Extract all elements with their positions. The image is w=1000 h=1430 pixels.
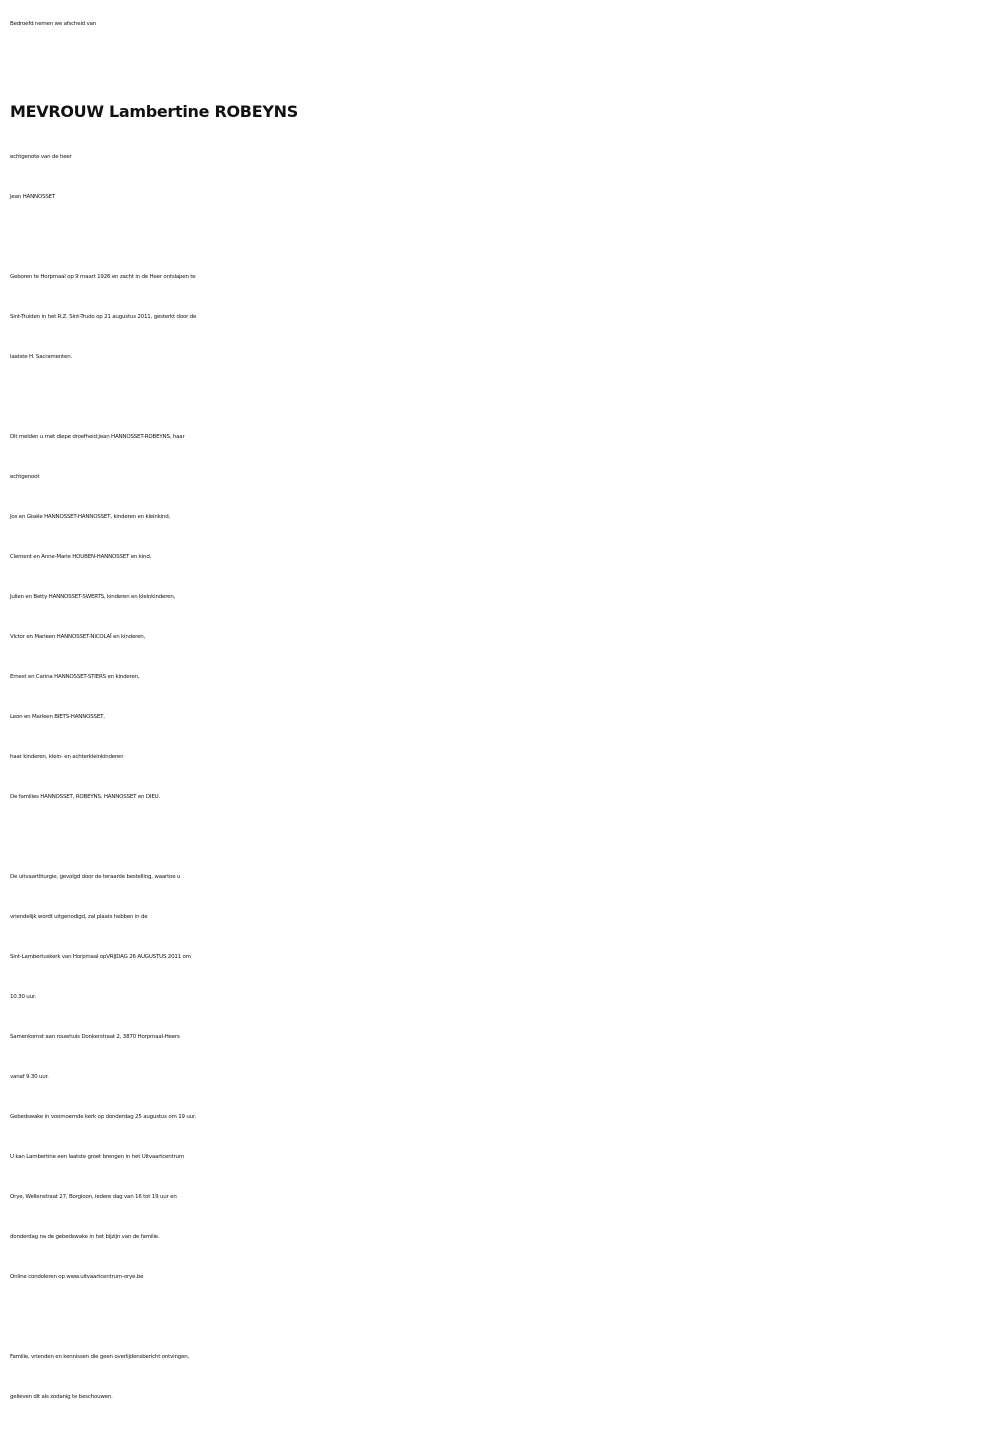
closing-paragraph: [10, 1337, 995, 1417]
deceased-name: MEVROUW Lambertine ROBEYNS: [10, 102, 298, 121]
mourner-line: Ernest en Carina HANNOSSET-STIERS en kinderen,: [10, 674, 140, 680]
mourner-line: Dit melden u met diepe droefheid:Jean HANNOSSET-ROBEYNS, haar: [10, 434, 185, 440]
condolence-website-line: Online condoleren op www.uitvaartcentrum-orye.be: [10, 1274, 144, 1280]
mourner-line: haar kinderen, klein- en achterkleinkinderen: [10, 754, 124, 760]
spacer: [10, 377, 995, 417]
funeral-line: Sint-Lambertuskerk van Horpmaal opVRIJDAG 26 AUGUSTUS 2011 om: [10, 954, 191, 960]
spacer: [10, 817, 995, 857]
birth-death-paragraph: [10, 257, 995, 377]
intro-line: Bedroefd nemen we afscheid van: [10, 21, 97, 27]
mourner-line: Clement en Anne-Marie HOUBEN-HANNOSSET en kind,: [10, 554, 152, 560]
funeral-line: donderdag na de gebedswake in het bijzijn van de familie.: [10, 1234, 160, 1240]
funeral-line: Orye, Wellenstraat 27, Borgloon, iedere dag van 16 tot 19 uur en: [10, 1194, 177, 1200]
paragraph-line: laatste H. Sacramenten.: [10, 354, 73, 360]
mourner-line: Julien en Betty HANNOSSET-SWERTS, kinderen en kleinkinderen,: [10, 594, 176, 600]
mourner-line: De families HANNOSSET, ROBEYNS, HANNOSSET en DIEU.: [10, 794, 160, 800]
spacer: [10, 1297, 995, 1337]
spacer: [10, 44, 995, 80]
mourner-line: Victor en Marleen HANNOSSET-NICOLAÏ en kinderen,: [10, 634, 146, 640]
mourners-paragraph: [10, 417, 995, 817]
mourner-line: Jos en Gisèle HANNOSSET-HANNOSSET, kinderen en kleinkind,: [10, 514, 171, 520]
death-notice: [10, 4, 995, 1417]
funeral-line: vanaf 9.30 uur.: [10, 1074, 49, 1080]
closing-line: gelieven dit als zodanig te beschouwen.: [10, 1394, 113, 1400]
funeral-line: vriendelijk wordt uitgenodigd, zal plaats hebben in de: [10, 914, 148, 920]
mourner-line: echtgenoot: [10, 474, 40, 480]
closing-line: Familie, vrienden en kennissen die geen overlijdensbericht ontvingen,: [10, 1354, 190, 1360]
funeral-line: Samenkomst aan rouwhuis Donkerstraat 2, 3870 Horpmaal-Heers: [10, 1034, 180, 1040]
mourner-line: Leon en Marleen BIETS-HANNOSSET,: [10, 714, 105, 720]
funeral-line: De uitvaartliturgie, gevolgd door de teraarde bestelling, waartoe u: [10, 874, 181, 880]
spouse-line: Jean HANNOSSET: [10, 194, 56, 200]
relation-line: echtgenote van de heer: [10, 154, 72, 160]
funeral-line: Gebedswake in voornoemde kerk op donderdag 25 augustus om 19 uur.: [10, 1114, 197, 1120]
paragraph-line: Sint-Truiden in het R.Z. Sint-Trudo op 21 augustus 2011, gesterkt door de: [10, 314, 197, 320]
paragraph-line: Geboren te Horpmaal op 9 maart 1926 en zacht in de Heer ontslapen te: [10, 274, 196, 280]
spacer: [10, 217, 995, 257]
funeral-line: U kan Lambertine een laatste groet brengen in het Uitvaartcentrum: [10, 1154, 184, 1160]
funeral-line: 10.30 uur.: [10, 994, 36, 1000]
funeral-paragraph: [10, 857, 995, 1297]
